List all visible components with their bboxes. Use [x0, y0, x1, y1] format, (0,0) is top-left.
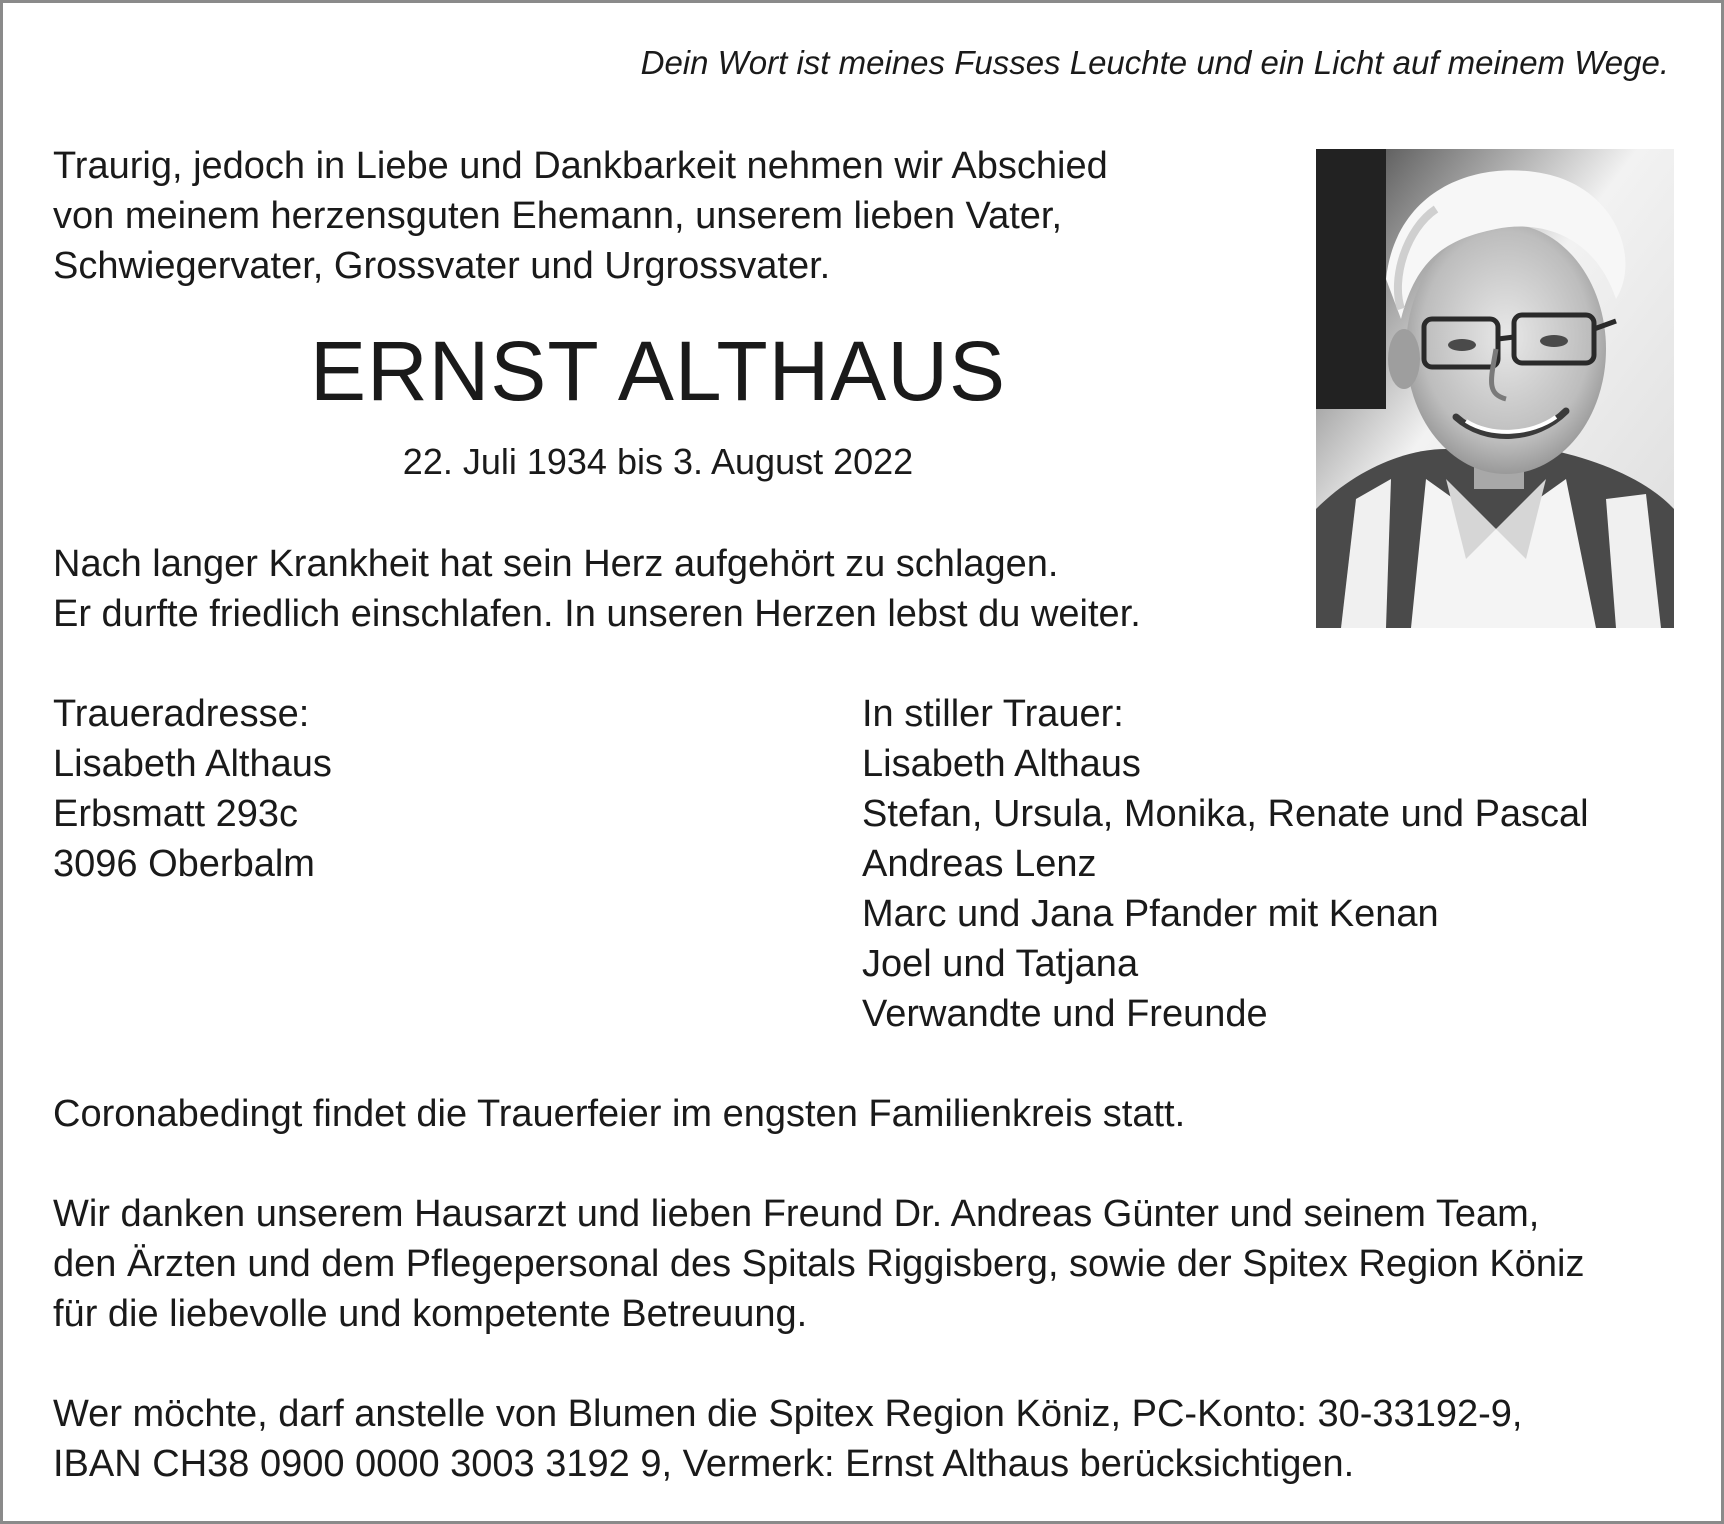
- thanks-line: Wir danken unserem Hausarzt und lieben Freund Dr. Andreas Günter und seinem Team,: [53, 1193, 1540, 1235]
- mourners-list: [862, 689, 1682, 1039]
- mourners-heading: In stiller Trauer:: [862, 693, 1124, 735]
- intro-text: [53, 141, 1263, 291]
- thanks-line: den Ärzten und dem Pflegepersonal des Spitals Riggisberg, sowie der Spitex Region Köniz: [53, 1243, 1585, 1285]
- portrait-image: [1316, 149, 1674, 628]
- ceremony-note: Coronabedingt findet die Trauerfeier im engsten Familienkreis statt.: [53, 1093, 1186, 1135]
- epigraph: Dein Wort ist meines Fusses Leuchte und ein Licht auf meinem Wege.: [640, 44, 1669, 81]
- mourning-address: [53, 689, 813, 889]
- closing-line: Nach langer Krankheit hat sein Herz aufgehört zu schlagen.: [53, 543, 1059, 585]
- mourner-line: Joel und Tatjana: [862, 943, 1139, 985]
- life-dates: 22. Juli 1934 bis 3. August 2022: [402, 441, 914, 482]
- thanks-text: [53, 1189, 1683, 1339]
- donation-line: IBAN CH38 0900 0000 3003 3192 9, Vermerk: Ernst Althaus berücksichtigen.: [53, 1443, 1355, 1485]
- intro-line: Traurig, jedoch in Liebe und Dankbarkeit nehmen wir Abschied: [53, 145, 1108, 187]
- thanks-line: für die liebevolle und kompetente Betreuung.: [53, 1293, 808, 1335]
- mourner-line: Lisabeth Althaus: [862, 743, 1141, 785]
- mourner-line: Verwandte und Freunde: [862, 993, 1268, 1035]
- address-line: 3096 Oberbalm: [53, 843, 315, 885]
- mourner-line: Andreas Lenz: [862, 843, 1097, 885]
- intro-line: Schwiegervater, Grossvater und Urgrossvater.: [53, 245, 831, 287]
- donation-note: [53, 1389, 1683, 1489]
- portrait-photo: [1316, 149, 1674, 628]
- deceased-name: ERNST ALTHAUS: [309, 324, 1007, 418]
- closing-text: [53, 539, 1303, 639]
- address-line: Lisabeth Althaus: [53, 743, 332, 785]
- address-heading: Traueradresse:: [53, 693, 310, 735]
- mourner-line: Stefan, Ursula, Monika, Renate und Pascal: [862, 793, 1589, 835]
- address-line: Erbsmatt 293c: [53, 793, 298, 835]
- closing-line: Er durfte friedlich einschlafen. In unseren Herzen lebst du weiter.: [53, 593, 1141, 635]
- mourner-line: Marc und Jana Pfander mit Kenan: [862, 893, 1439, 935]
- donation-line: Wer möchte, darf anstelle von Blumen die Spitex Region Köniz, PC-Konto: 30-33192-9,: [53, 1393, 1523, 1435]
- intro-line: von meinem herzensguten Ehemann, unserem lieben Vater,: [53, 195, 1063, 237]
